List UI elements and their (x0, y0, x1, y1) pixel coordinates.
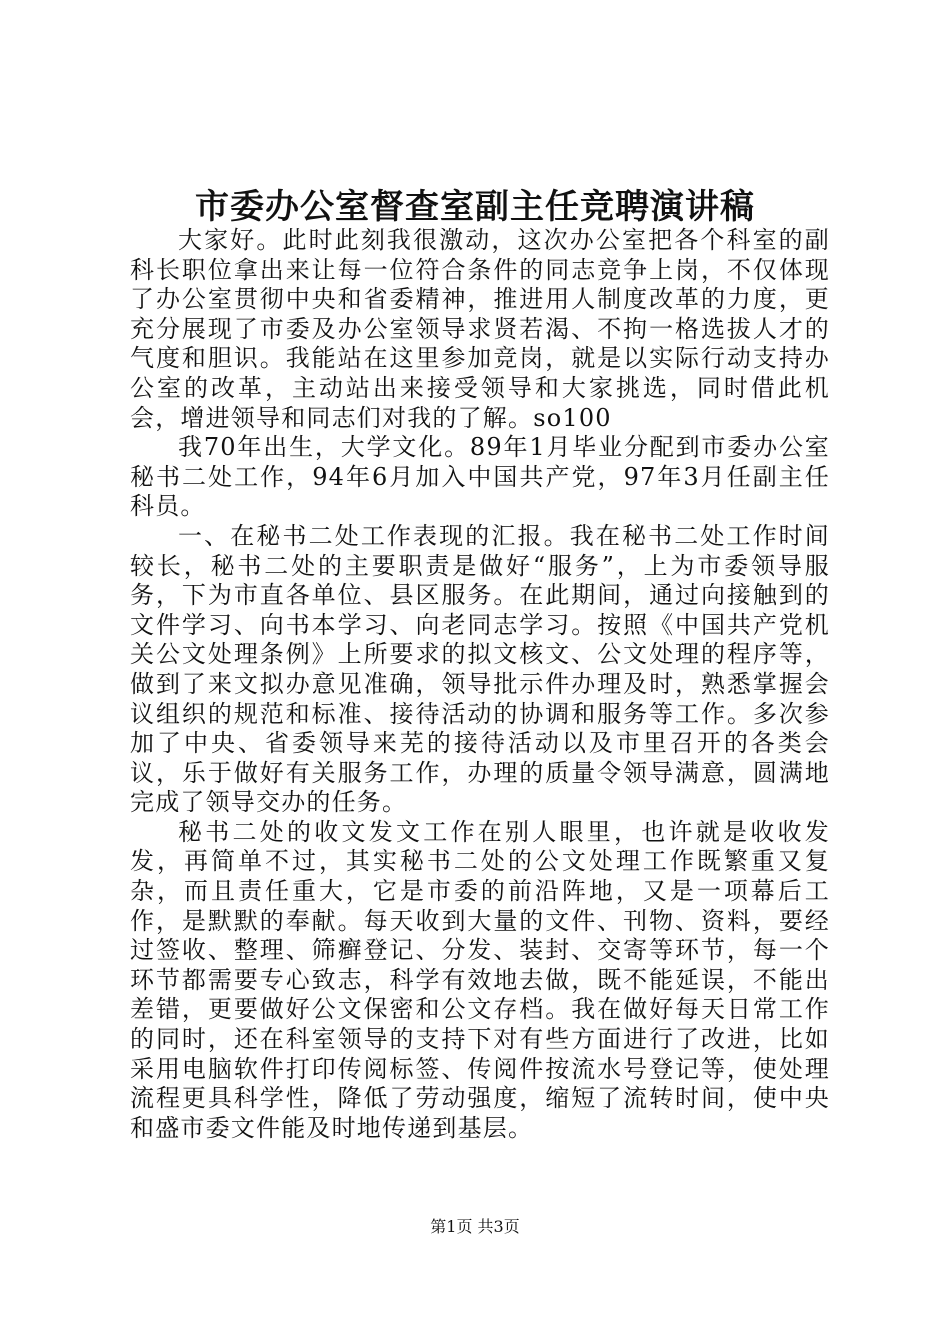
paragraph-document-handling: 秘书二处的收文发文工作在别人眼里，也许就是收收发发，再简单不过，其实秘书二处的公文处理工作既繁重又复杂，而且责任重大，它是市委的前沿阵地，又是一项幕后工作，是默默的奉献。每天收到大量的文件、刊物、资料，要经过签收、整理、筛癣登记、分发、装封、交寄等环节，每一个环节都需要专心致志，科学有效地去做，既不能延误，不能出差错，更要做好公文保密和公文存档。我在做好每天日常工作的同时，还在科室领导的支持下对有些方面进行了改进，比如采用电脑软件打印传阅标签、传阅件按流水号登记等，使处理流程更具科学性，降低了劳动强度，缩短了流转时间，使中央和盛市委文件能及时地传递到基层。 (130, 817, 830, 1142)
paragraph-work-report: 一、在秘书二处工作表现的汇报。我在秘书二处工作时间较长，秘书二处的主要职责是做好“服务”，上为市委领导服务，下为市直各单位、县区服务。在此期间，通过向接触到的文件学习、向书本学习、向老同志学习。按照《中国共产党机关公文处理条例》上所要求的拟文核文、公文处理的程序等，做到了来文拟办意见准确，领导批示件办理及时，熟悉掌握会议组织的规范和标准、接待活动的协调和服务等工作。多次参加了中央、省委领导来芜的接待活动以及市里召开的各类会议，乐于做好有关服务工作，办理的质量令领导满意，圆满地完成了领导交办的任务。 (130, 521, 830, 817)
document-body (130, 226, 830, 1143)
paragraph-background: 我70年出生，大学文化。89年1月毕业分配到市委办公室秘书二处工作，94年6月加入中国共产党，97年3月任副主任科员。 (130, 433, 830, 521)
page-number-footer: 第1页 共3页 (430, 1217, 520, 1236)
document-title: 市委办公室督查室副主任竞聘演讲稿 (195, 187, 755, 227)
paragraph-greeting: 大家好。此时此刻我很激动，这次办公室把各个科室的副科长职位拿出来让每一位符合条件的同志竞争上岗，不仅体现了办公室贯彻中央和省委精神，推进用人制度改革的力度，更充分展现了市委及办公室领导求贤若渴、不拘一格选拔人才的气度和胆识。我能站在这里参加竞岗，就是以实际行动支持办公室的改革，主动站出来接受领导和大家挑选，同时借此机会，增进领导和同志们对我的了解。so100 (130, 226, 830, 432)
